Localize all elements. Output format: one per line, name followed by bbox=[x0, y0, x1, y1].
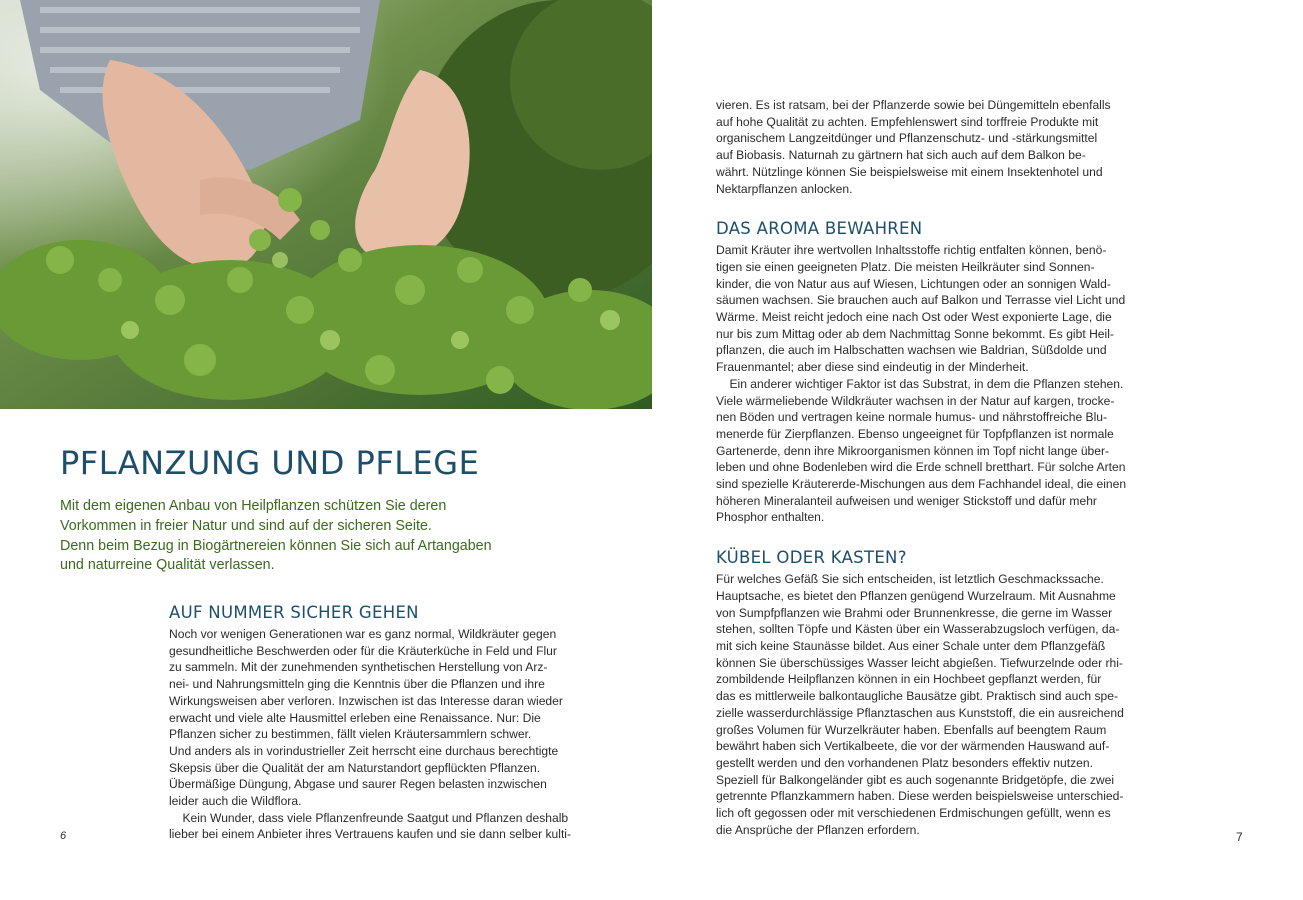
text-line: Noch vor wenigen Generationen war es ganz normal, Wildkräuter gegen bbox=[169, 627, 557, 641]
text-line: leben und ohne Bodenleben wird die Erde schnell bretthart. Für solche Arten bbox=[716, 460, 1126, 475]
text-line: Phosphor enthalten. bbox=[716, 510, 825, 525]
right-column bbox=[716, 97, 1146, 838]
section-heading-aroma: DAS AROMA BEWAHREN bbox=[716, 219, 923, 239]
text-line: Kein Wunder, dass viele Pflanzenfreunde Saatgut und Pflanzen deshalb bbox=[169, 810, 569, 825]
text-line: auf hohe Qualität zu achten. Empfehlenswert sind torffreie Produkte mit bbox=[716, 114, 1099, 129]
text-line: zielle wasserdurchlässige Pflanztaschen aus Kunststoff, die ein ausreichend bbox=[716, 705, 1124, 720]
intro-line: Mit dem eigenen Anbau von Heilpflanzen schützen Sie deren bbox=[60, 498, 447, 514]
text-line: währt. Nützlinge können Sie beispielsweise mit einem Insektenhotel und bbox=[716, 164, 1103, 179]
intro-text bbox=[60, 497, 530, 576]
text-line: Damit Kräuter ihre wertvollen Inhaltsstoffe richtig entfalten können, benö- bbox=[716, 243, 1107, 258]
text-line: leider auch die Wildflora. bbox=[169, 794, 302, 809]
intro-line: und naturreine Qualität verlassen. bbox=[60, 557, 275, 574]
text-line: Und anders als in vorindustrieller Zeit herrscht eine durchaus berechtigte bbox=[169, 743, 559, 758]
text-line: erwacht und viele alte Hausmittel erleben eine Renaissance. Nur: Die bbox=[169, 710, 541, 725]
text-line: getrennte Pflanzkammern haben. Diese werden beispielsweise unterschied- bbox=[716, 789, 1124, 804]
text-line: bewährt haben sich Vertikalbeete, die vor der wärmenden Hauswand auf- bbox=[716, 739, 1110, 754]
text-line: gestellt werden und den vorhandenen Platz besonders effektiv nutzen. bbox=[716, 755, 1093, 770]
text-line: Viele wärmeliebende Wildkräuter wachsen in der Natur auf kargen, trocke- bbox=[716, 393, 1115, 408]
text-line: tigen sie einen geeigneten Platz. Die meisten Heilkräuter sind Sonnen- bbox=[716, 259, 1095, 274]
text-line: Frauenmantel; aber diese sind eindeutig in der Minderheit. bbox=[716, 360, 1029, 375]
continuation-text bbox=[716, 97, 1146, 197]
text-line: Für welches Gefäß Sie sich entscheiden, ist letztlich Geschmackssache. bbox=[716, 572, 1104, 587]
section-heading-sicher: AUF NUMMER SICHER GEHEN bbox=[169, 603, 419, 622]
section-body-kuebel bbox=[716, 571, 1146, 838]
section-heading-kuebel: KÜBEL ODER KASTEN? bbox=[716, 548, 907, 568]
section-body-aroma bbox=[716, 242, 1146, 526]
text-line: säumen wachsen. Sie brauchen auch auf Balkon und Terrasse viel Licht und bbox=[716, 293, 1126, 308]
text-line: lich oft gegossen oder mit verschiedenen Erdmischungen gefüllt, wenn es bbox=[716, 806, 1111, 821]
text-line: pflanzen, die auch im Halbschatten wachsen wie Baldrian, Süßdolde und bbox=[716, 343, 1107, 358]
text-line: die Ansprüche der Pflanzen erfordern. bbox=[716, 822, 920, 837]
text-line: stehen, sollten Töpfe und Kästen über ein Wasserabzugsloch verfügen, da- bbox=[716, 622, 1120, 637]
text-line: Gartenerde, denn ihre Mikroorganismen können im Topf nicht lange über- bbox=[716, 443, 1110, 458]
text-line: auf Biobasis. Naturnah zu gärtnern hat sich auch auf dem Balkon be- bbox=[716, 148, 1086, 163]
text-line: Nektarpflanzen anlocken. bbox=[716, 181, 853, 196]
text-line: zu sammeln. Mit der zunehmenden synthetischen Herstellung von Arz- bbox=[169, 660, 548, 675]
text-line: Hauptsache, es bietet den Pflanzen genügend Wurzelraum. Mit Ausnahme bbox=[716, 588, 1116, 603]
section-body-sicher bbox=[169, 626, 599, 843]
text-line: können Sie überschüssiges Wasser leicht abgießen. Tiefwurzelnde oder rhi- bbox=[716, 655, 1123, 670]
text-line: sind spezielle Kräutererde-Mischungen aus dem Fachhandel ideal, die einen bbox=[716, 477, 1127, 492]
text-line: Übermäßige Düngung, Abgase und saurer Regen belasten inzwischen bbox=[169, 777, 547, 792]
text-line: lieber bei einem Anbieter ihres Vertrauens kaufen und sie dann selber kulti- bbox=[169, 827, 572, 842]
text-line: Speziell für Balkongeländer gibt es auch sogenannte Bridgetöpfe, die zwei bbox=[716, 772, 1115, 787]
page-title: PFLANZUNG UND PFLEGE bbox=[60, 444, 480, 482]
herb-photo-illustration bbox=[0, 0, 652, 409]
text-line: mit sich keine Staunässe bildet. Aus einer Schale unter dem Pflanzgefäß bbox=[716, 638, 1106, 653]
text-line: höheren Mineralanteil aufweisen und weniger Stickstoff und dafür mehr bbox=[716, 493, 1097, 508]
herb-photo bbox=[0, 0, 652, 409]
text-line: Pflanzen sicher zu bestimmen, fällt vielen Kräutersammlern schwer. bbox=[169, 727, 532, 742]
page-number-left: 6 bbox=[60, 830, 67, 842]
text-line: Ein anderer wichtiger Faktor ist das Substrat, in dem die Pflanzen stehen. bbox=[716, 376, 1124, 391]
text-line: vieren. Es ist ratsam, bei der Pflanzerde sowie bei Düngemitteln ebenfalls bbox=[716, 98, 1111, 112]
text-line: kinder, die von Natur aus auf Wiesen, Lichtungen oder an sonnigen Wald- bbox=[716, 276, 1111, 291]
text-line: nei- und Nahrungsmitteln ging die Kenntnis über die Pflanzen und ihre bbox=[169, 677, 545, 692]
intro-line: Vorkommen in freier Natur und sind auf der sicheren Seite. bbox=[60, 517, 432, 534]
text-line: organischem Langzeitdünger und Pflanzenschutz- und -stärkungsmittel bbox=[716, 131, 1098, 146]
text-line: Skepsis über die Qualität der am Naturstandort gepflückten Pflanzen. bbox=[169, 760, 541, 775]
text-line: Wärme. Meist reicht jedoch eine nach Ost oder West exponierte Lage, die bbox=[716, 310, 1112, 325]
text-line: gesundheitliche Beschwerden oder für die Kräuterküche in Feld und Flur bbox=[169, 643, 557, 658]
text-line: nur bis zum Mittag oder ab dem Nachmittag Sonne bekommt. Es gibt Heil- bbox=[716, 326, 1114, 341]
text-line: das es mittlerweile balkontaugliche Bausätze gibt. Praktisch sind auch spe- bbox=[716, 689, 1118, 704]
left-column bbox=[169, 603, 599, 843]
text-line: großes Volumen für Wurzelkräuter haben. Ebenfalls auf beengtem Raum bbox=[716, 722, 1107, 737]
text-line: nen Böden und vertragen keine normale humus- und nährstoffreiche Blu- bbox=[716, 410, 1108, 425]
text-line: Wirkungsweisen aber verloren. Inzwischen ist das Interesse daran wieder bbox=[169, 693, 563, 708]
text-line: von Sumpfpflanzen wie Brahmi oder Brunnenkresse, die gerne im Wasser bbox=[716, 605, 1113, 620]
intro-line: Denn beim Bezug in Biogärtnereien können Sie sich auf Artangaben bbox=[60, 537, 492, 554]
text-line: zombildende Heilpflanzen können in ein Hochbeet gepflanzt werden, für bbox=[716, 672, 1102, 687]
text-line: menerde für Zierpflanzen. Ebenso ungeeignet für Topfpflanzen ist normale bbox=[716, 426, 1114, 441]
page-number-right: 7 bbox=[1236, 830, 1243, 844]
